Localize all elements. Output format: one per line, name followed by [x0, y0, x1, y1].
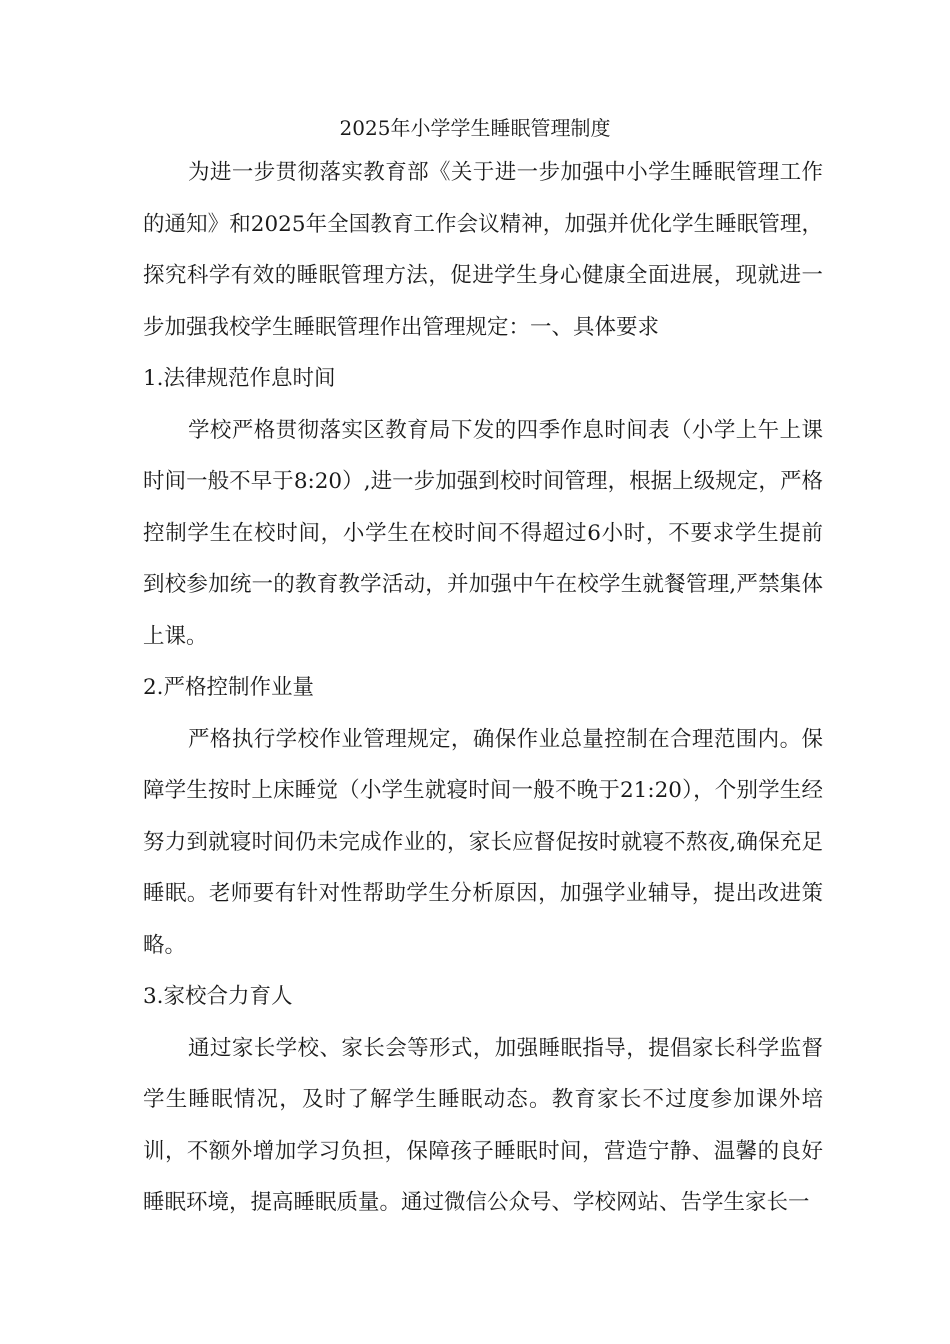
- section-heading-2: 2.严格控制作业量: [143, 675, 315, 700]
- section-heading-3: 3.家校合力育人: [143, 984, 293, 1009]
- section-heading-1: 1.法律规范作息时间: [143, 366, 336, 391]
- section-paragraph-2: 严格执行学校作业管理规定，确保作业总量控制在合理范围内。保障学生按时上床睡觉（小学生就寝时间一般不晚于21:20），个别学生经努力到就寝时间仍未完成作业的，家长应督促按时就寝不熬夜,确保充足睡眠。老师要有针对性帮助学生分析原因，加强学业辅导，提出改进策略。: [143, 726, 823, 958]
- section-paragraph-3: 通过家长学校、家长会等形式，加强睡眠指导，提倡家长科学监督学生睡眠情况，及时了解学生睡眠动态。教育家长不过度参加课外培训，不额外增加学习负担，保障孩子睡眠时间，营造宁静、温馨的良好睡眠环境，提高睡眠质量。通过微信公众号、学校网站、告学生家长一: [143, 1035, 823, 1215]
- section-paragraph-1: 学校严格贯彻落实区教育局下发的四季作息时间表（小学上午上课时间一般不早于8:20）,进一步加强到校时间管理，根据上级规定，严格控制学生在校时间，小学生在校时间不得超过6小时，不要求学生提前到校参加统一的教育教学活动，并加强中午在校学生就餐管理,严禁集体上课。: [143, 417, 823, 649]
- intro-paragraph: 为进一步贯彻落实教育部《关于进一步加强中小学生睡眠管理工作的通知》和2025年全国教育工作会议精神，加强并优化学生睡眠管理，探究科学有效的睡眠管理方法，促进学生身心健康全面进展，现就进一步加强我校学生睡眠管理作出管理规定：一、具体要求: [143, 160, 823, 340]
- document-body: [143, 147, 823, 1229]
- document-title: 2025年小学学生睡眠管理制度: [339, 116, 611, 140]
